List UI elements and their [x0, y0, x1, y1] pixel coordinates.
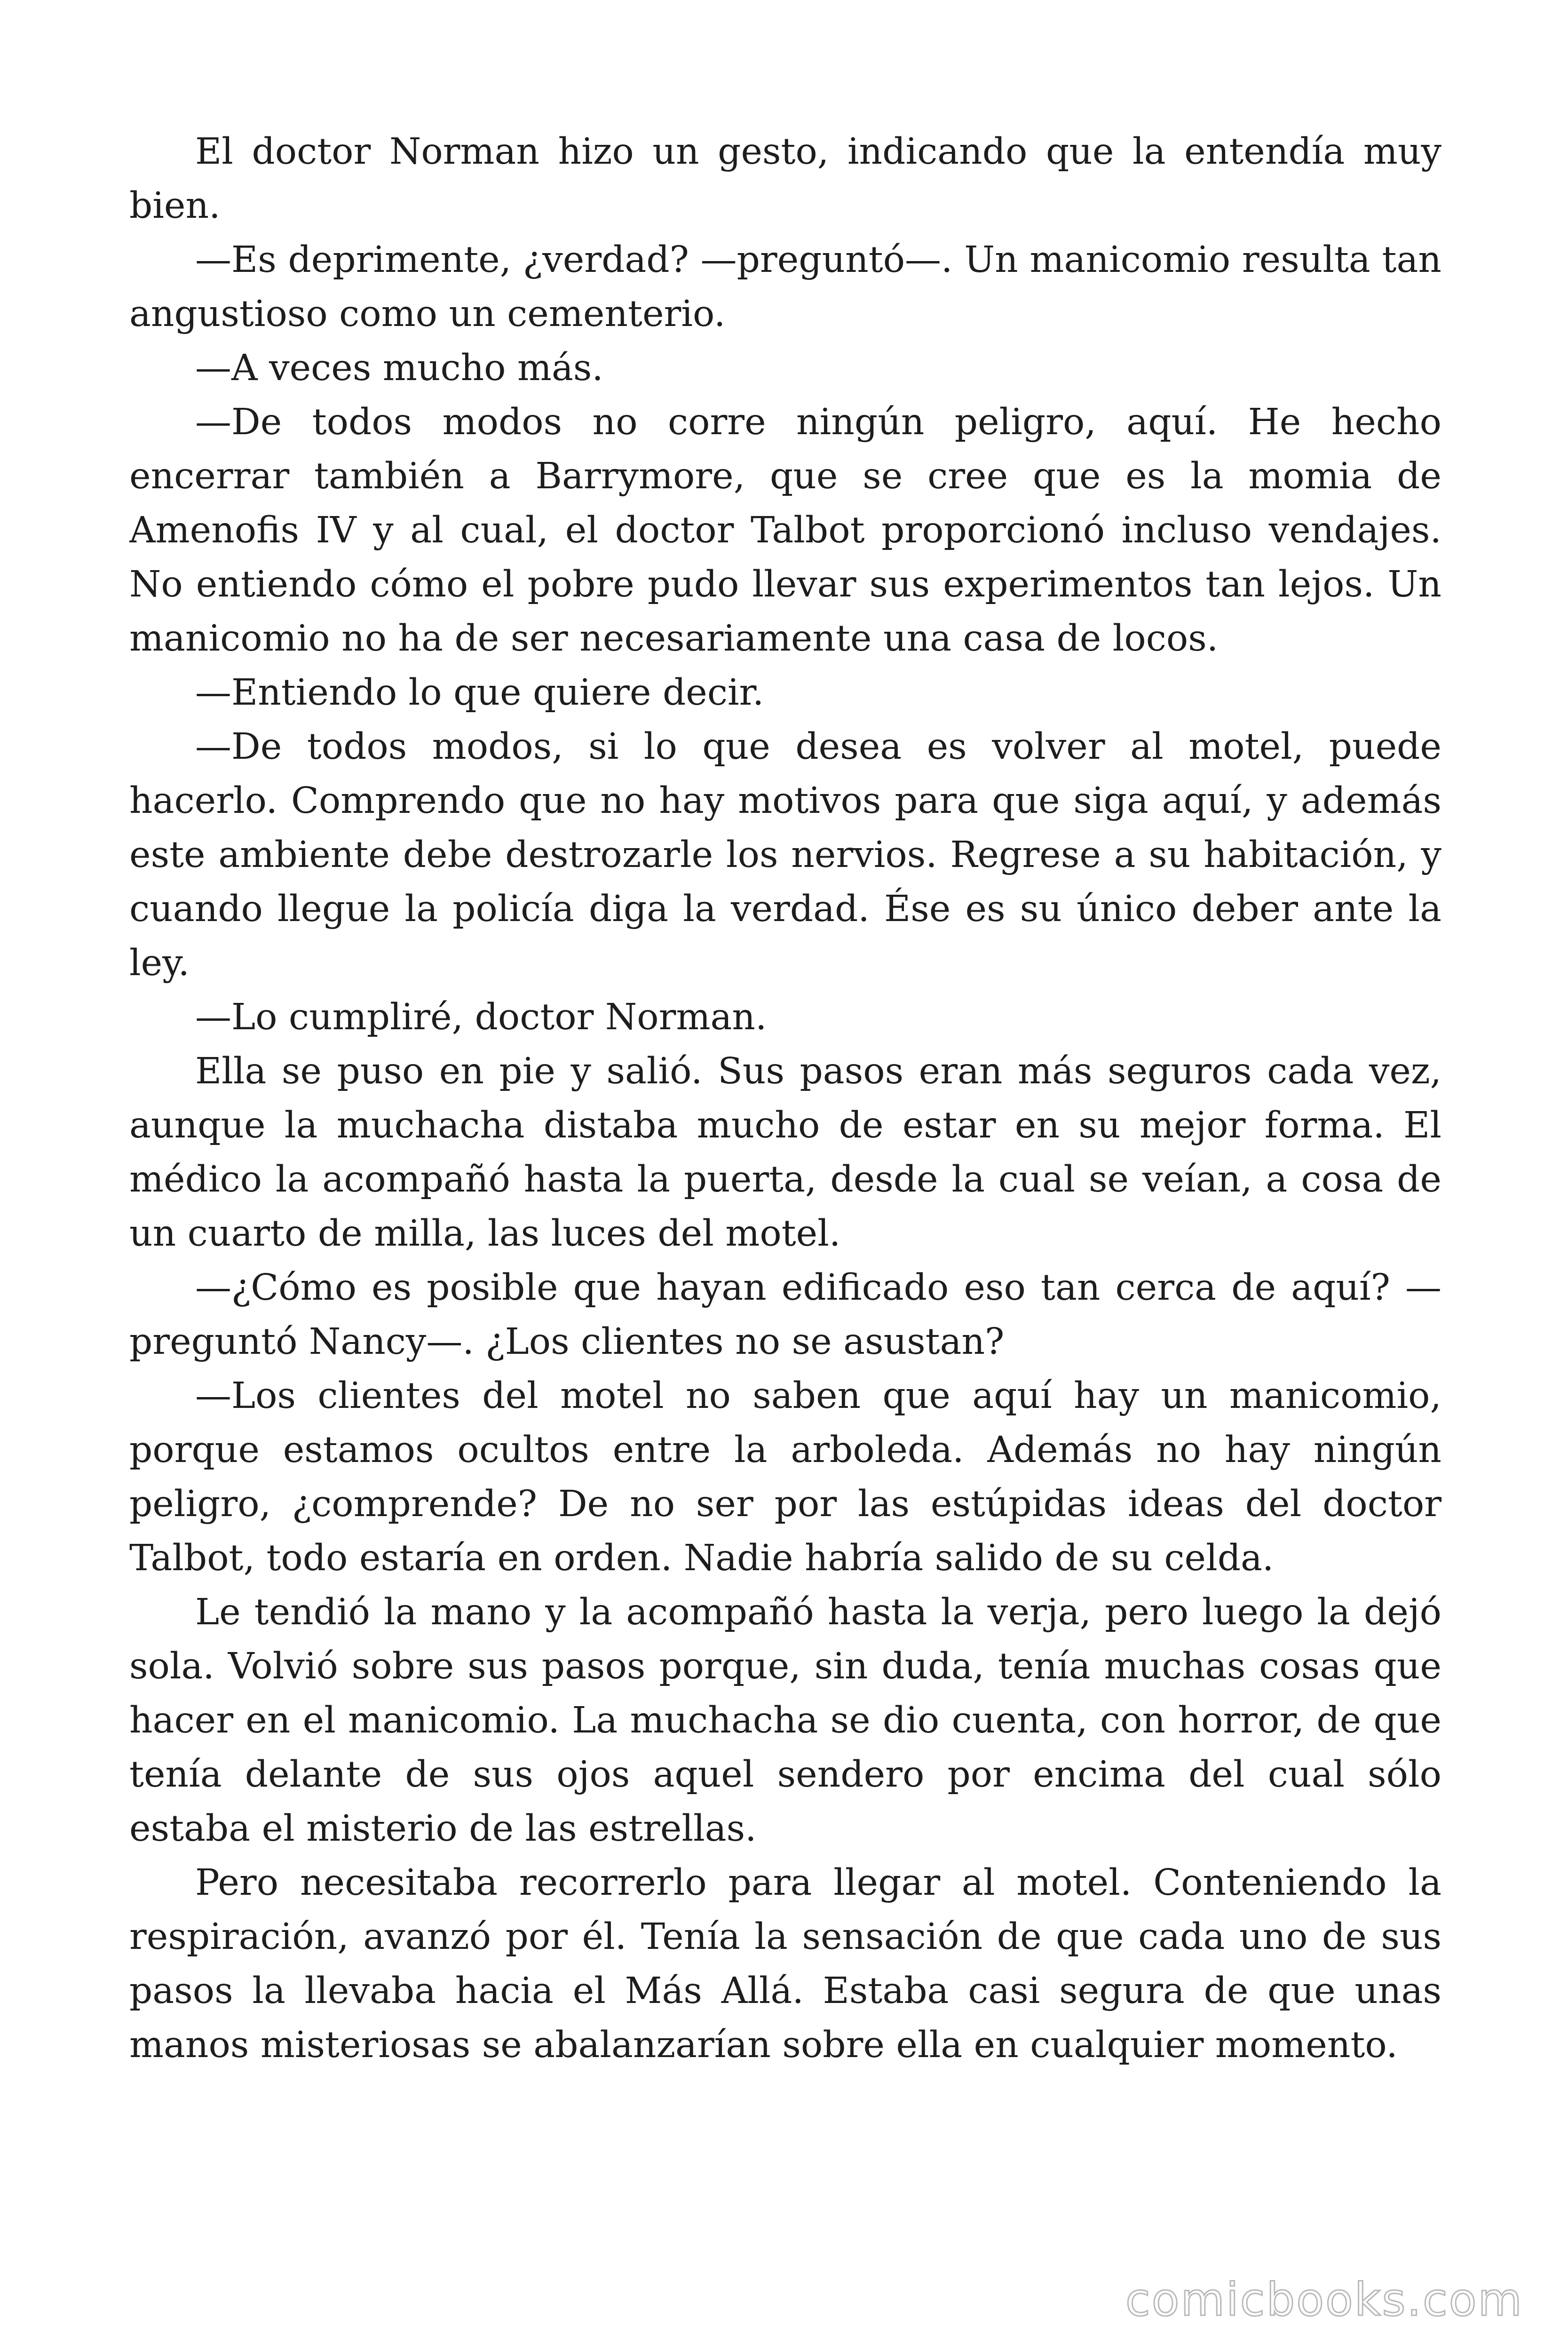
paragraph: —Es deprimente, ¿verdad? —preguntó—. Un manicomio resulta tan angustioso como un cementerio. — [129, 239, 1441, 335]
paragraph: —De todos modos, si lo que desea es volver al motel, puede hacerlo. Comprendo que no hay motivos para que siga aquí, y además este ambiente debe destrozarle los nervios. Regrese a su habitación, y cuando llegue la policía diga la verdad. Ése es su único deber ante la ley. — [129, 726, 1441, 984]
page-body — [129, 125, 1441, 2194]
watermark: comicbooks.com — [1125, 2273, 1523, 2326]
paragraph: —De todos modos no corre ningún peligro, aquí. He hecho encerrar también a Barrymore, que se cree que es la momia de Amenofis IV y al cual, el doctor Talbot proporcionó incluso vendajes. No entiendo cómo el pobre pudo llevar sus experimentos tan lejos. Un manicomio no ha de ser necesariamente una casa de locos. — [129, 401, 1441, 660]
paragraph: —Lo cumpliré, doctor Norman. — [195, 996, 767, 1038]
paragraph: Le tendió la mano y la acompañó hasta la verja, pero luego la dejó sola. Volvió sobre sus pasos porque, sin duda, tenía muchas cosas que hacer en el manicomio. La muchacha se dio cuenta, con horror, de que tenía delante de sus ojos aquel sendero por encima del cual sólo estaba el misterio de las estrellas. — [129, 1591, 1441, 1850]
paragraph: El doctor Norman hizo un gesto, indicando que la entendía muy bien. — [129, 131, 1441, 227]
paragraph: Ella se puso en pie y salió. Sus pasos eran más seguros cada vez, aunque la muchacha distaba mucho de estar en su mejor forma. El médico la acompañó hasta la puerta, desde la cual se veían, a cosa de un cuarto de milla, las luces del motel. — [129, 1050, 1441, 1255]
paragraph: —¿Cómo es posible que hayan edificado eso tan cerca de aquí? —preguntó Nancy—. ¿Los clientes no se asustan? — [129, 1267, 1441, 1363]
paragraph: Pero necesitaba recorrerlo para llegar al motel. Conteniendo la respiración, avanzó por él. Tenía la sensación de que cada uno de sus pasos la llevaba hacia el Más Allá. Estaba casi segura de que unas manos misteriosas se abalanzarían sobre ella en cualquier momento. — [129, 1862, 1441, 2066]
paragraph: —Entiendo lo que quiere decir. — [195, 672, 764, 714]
paragraph: —Los clientes del motel no saben que aquí hay un manicomio, porque estamos ocultos entre la arboleda. Además no hay ningún peligro, ¿comprende? De no ser por las estúpidas ideas del doctor Talbot, todo estaría en orden. Nadie habría salido de su celda. — [129, 1375, 1441, 1579]
paragraph: —A veces mucho más. — [195, 347, 603, 389]
